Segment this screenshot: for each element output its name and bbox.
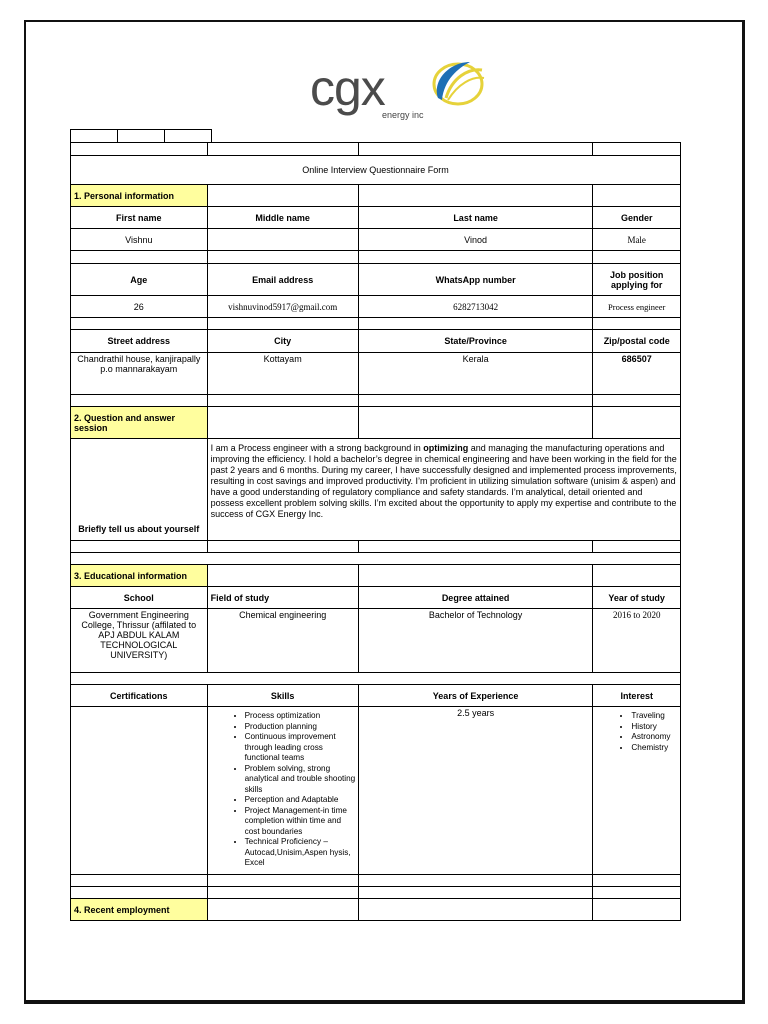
header-first-name: First name (71, 207, 208, 229)
header-interest: Interest (593, 685, 681, 707)
degree-value[interactable]: Bachelor of Technology (358, 609, 593, 673)
header-zip: Zip/postal code (593, 330, 681, 353)
year-of-study-value[interactable]: 2016 to 2020 (593, 609, 681, 673)
city-value[interactable]: Kottayam (207, 353, 358, 395)
question-about-yourself: Briefly tell us about yourself (71, 439, 208, 541)
first-name-value[interactable]: Vishnu (71, 229, 208, 251)
list-item: • Project Management-in time completion within time and cost boundaries (245, 806, 358, 838)
header-skills: Skills (207, 685, 358, 707)
list-item: • Process optimization (245, 711, 358, 722)
email-value[interactable]: vishnuvinod5917@gmail.com (207, 296, 358, 318)
school-value[interactable]: Government Engineering College, Thrissur (affilated to APJ ABDUL KALAM TECHNOLOGICAL UNIVERSITY) (71, 609, 208, 673)
header-experience: Years of Experience (358, 685, 593, 707)
header-year-of-study: Year of study (593, 587, 681, 609)
header-mini-table (70, 129, 212, 143)
state-value[interactable]: Kerala (358, 353, 593, 395)
header-state: State/Province (358, 330, 593, 353)
header-gender: Gender (593, 207, 681, 229)
street-address-value[interactable]: Chandrathil house, kanjirapally p.o mannarakayam (71, 353, 208, 395)
header-job-position: Job position applying for (593, 264, 681, 296)
age-value[interactable]: 26 (71, 296, 208, 318)
header-school: School (71, 587, 208, 609)
middle-name-value[interactable] (207, 229, 358, 251)
section-personal-info: 1. Personal information (71, 185, 208, 207)
job-position-value[interactable]: Process engineer (593, 296, 681, 318)
questionnaire-form (70, 142, 681, 921)
section-recent-employment: 4. Recent employment (71, 899, 208, 921)
gender-value[interactable]: Male (593, 229, 681, 251)
header-last-name: Last name (358, 207, 593, 229)
list-item: • Production planning (245, 722, 358, 733)
list-item: • Traveling (631, 711, 680, 722)
zip-value[interactable]: 686507 (593, 353, 681, 395)
list-item: • Technical Proficiency – Autocad,Unisim,Aspen hysis, Excel (245, 837, 358, 869)
last-name-value[interactable]: Vinod (358, 229, 593, 251)
header-street-address: Street address (71, 330, 208, 353)
list-item: • Continuous improvement through leading cross functional teams (245, 732, 358, 764)
header-whatsapp: WhatsApp number (358, 264, 593, 296)
interests-list (593, 711, 680, 753)
header-age: Age (71, 264, 208, 296)
form-title: Online Interview Questionnaire Form (71, 156, 681, 185)
list-item: • Chemistry (631, 743, 680, 754)
list-item: • History (631, 722, 680, 733)
certifications-value[interactable] (71, 707, 208, 875)
header-city: City (207, 330, 358, 353)
header-field-of-study: Field of study (207, 587, 358, 609)
header-email: Email address (207, 264, 358, 296)
logo-wordmark: cgx (310, 60, 385, 116)
list-item: • Astronomy (631, 732, 680, 743)
section-qa: 2. Question and answer session (71, 407, 208, 439)
header-degree: Degree attained (358, 587, 593, 609)
field-of-study-value[interactable]: Chemical engineering (207, 609, 358, 673)
interests-value[interactable] (593, 707, 681, 875)
section-education: 3. Educational information (71, 565, 208, 587)
list-item: • Perception and Adaptable (245, 795, 358, 806)
whatsapp-value[interactable]: 6282713042 (358, 296, 593, 318)
skills-list (208, 711, 358, 869)
list-item: • Problem solving, strong analytical and trouble shooting skills (245, 764, 358, 796)
logo-tagline: energy inc (382, 110, 424, 120)
experience-value[interactable]: 2.5 years (358, 707, 593, 875)
header-certifications: Certifications (71, 685, 208, 707)
logo-swoosh-icon (428, 58, 486, 108)
answer-about-yourself[interactable]: I am a Process engineer with a strong background in optimizing and managing the manufacturing operations and improving the efficiency. I hold a bachelor’s degree in chemical engineering and have been working in the field for the past 2 years and 6 months. During my career, I have successfully designed and implemented process improvements, resulting in cost savings and improved productivity. I’m proficient in utilizing simulation software (unisim & aspen) and have a good understanding of regulatory compliance and safety standards. I’m analytical, detail oriented and possess excellent problem solving skills. I’m excited about the opportunity to apply my expertise and contribute to the success of CGX Energy Inc. (207, 439, 680, 541)
company-logo (310, 58, 485, 124)
header-middle-name: Middle name (207, 207, 358, 229)
skills-value[interactable] (207, 707, 358, 875)
